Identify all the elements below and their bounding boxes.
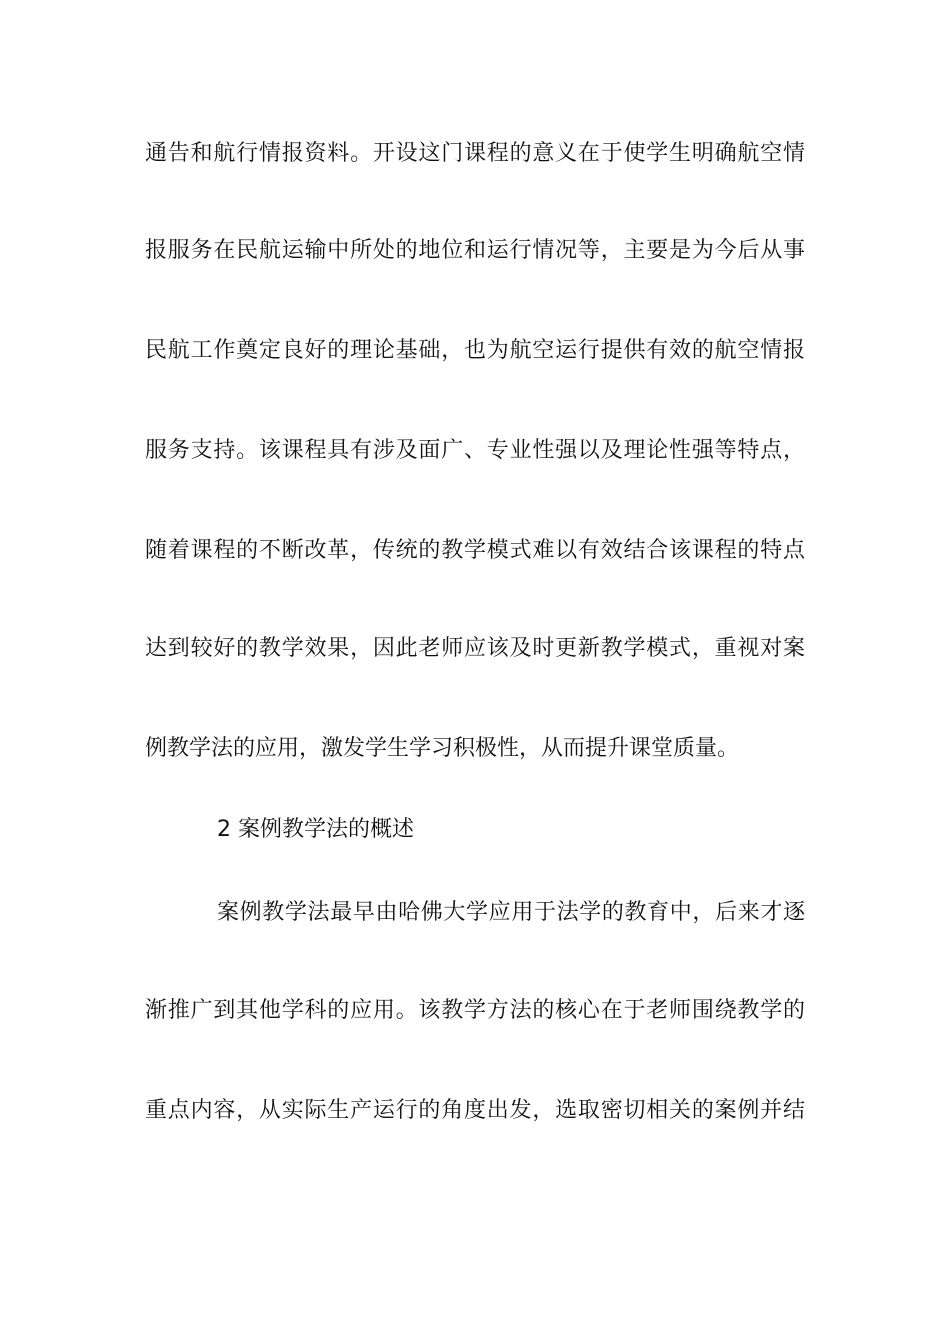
paragraph-1-line-4: 服务支持。该课程具有涉及面广、专业性强以及理论性强等特点，: [145, 438, 805, 463]
paragraph-1-line-1: 通告和航行情报资料。开设这门课程的意义在于使学生明确航空情: [145, 141, 805, 166]
paragraph-1-line-7: 例教学法的应用，激发学生学习积极性，从而提升课堂质量。: [145, 736, 740, 761]
paragraph-1-line-6: 达到较好的教学效果，因此老师应该及时更新教学模式，重视对案: [145, 636, 805, 661]
paragraph-2-line-3: 重点内容，从实际生产运行的角度出发，选取密切相关的案例并结: [145, 1098, 805, 1123]
section-heading: 2 案例教学法的概述: [217, 817, 414, 842]
paragraph-2-line-2: 渐推广到其他学科的应用。该教学方法的核心在于老师围绕教学的: [145, 998, 805, 1023]
paragraph-1-line-2: 报服务在民航运输中所处的地位和运行情况等，主要是为今后从事: [145, 238, 805, 263]
paragraph-1-line-5: 随着课程的不断改革，传统的教学模式难以有效结合该课程的特点: [145, 538, 805, 563]
paragraph-1-line-3: 民航工作奠定良好的理论基础，也为航空运行提供有效的航空情报: [145, 338, 805, 363]
paragraph-2-line-1: 案例教学法最早由哈佛大学应用于法学的教育中，后来才逐: [217, 900, 805, 925]
